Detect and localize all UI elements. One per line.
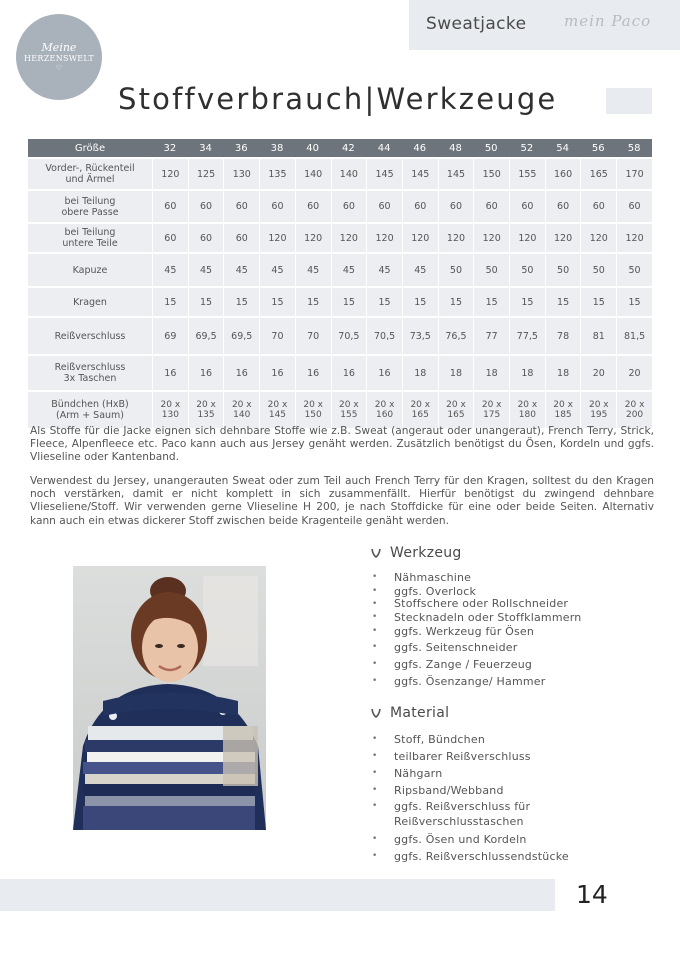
fabric-usage-table: [28, 137, 652, 430]
table-header-cell: 44: [366, 139, 402, 157]
table-header-cell: 42: [331, 139, 367, 157]
table-cell: 60: [438, 191, 474, 222]
cell-line: 20 x: [196, 400, 216, 410]
table-cell: 16: [152, 356, 188, 390]
cell-line: 150: [304, 410, 322, 420]
table-cell: 120: [509, 224, 545, 252]
row-label-line: obere Passe: [61, 206, 119, 218]
table-cell: 130: [223, 159, 259, 189]
cell-line: 20 x: [267, 400, 288, 410]
table-cell: 69: [152, 318, 188, 354]
table-cell: 16: [366, 356, 402, 390]
table-cell: 16: [259, 356, 295, 390]
table-header-cell: 34: [188, 139, 224, 157]
table-cell: 50: [509, 254, 545, 286]
table-cell: 120: [366, 224, 402, 252]
list-item: • Nähmaschine: [372, 569, 581, 586]
cell-line: 165: [447, 410, 465, 420]
table-cell: [509, 392, 545, 428]
row-label: [28, 288, 152, 316]
table-cell: 60: [223, 191, 259, 222]
page-heading: Stoffverbrauch|Werkzeuge: [118, 82, 558, 116]
table-cell: 120: [152, 159, 188, 189]
page-number: 14: [576, 880, 608, 909]
table-cell: 60: [366, 191, 402, 222]
cell-line: 20 x: [160, 400, 181, 410]
table-cell: 135: [259, 159, 295, 189]
footer-band: [0, 879, 555, 911]
list-item: • ggfs. Overlock: [372, 586, 581, 597]
cell-line: 20 x: [624, 400, 645, 410]
table-cell: 120: [259, 224, 295, 252]
table-cell: 70: [259, 318, 295, 354]
table-header-cell: 38: [259, 139, 295, 157]
table-cell: [152, 392, 188, 428]
list-item: • ggfs. Reißverschlussendstücke: [372, 848, 572, 865]
cell-line: 20 x: [588, 400, 609, 410]
table-cell: 60: [152, 191, 188, 222]
table-cell: 70,5: [331, 318, 367, 354]
table-cell: 18: [402, 356, 438, 390]
table-cell: 145: [366, 159, 402, 189]
table-body: [28, 159, 652, 428]
table-cell: [295, 392, 331, 428]
table-row: [28, 356, 652, 390]
cell-line: 20 x: [481, 400, 502, 410]
table-header-row: [28, 139, 652, 157]
table-cell: [188, 392, 224, 428]
table-cell: 60: [223, 224, 259, 252]
table-cell: 15: [295, 288, 331, 316]
table-cell: 15: [259, 288, 295, 316]
table-cell: 81,5: [616, 318, 652, 354]
table-cell: 50: [616, 254, 652, 286]
table-cell: 16: [331, 356, 367, 390]
table-cell: 16: [295, 356, 331, 390]
brand-logo: [16, 14, 102, 100]
heading-accent-bar: [606, 88, 652, 114]
table-cell: 18: [438, 356, 474, 390]
table-cell: 60: [616, 191, 652, 222]
table-cell: 120: [616, 224, 652, 252]
row-label: [28, 318, 152, 354]
table-header-cell: 40: [295, 139, 331, 157]
cell-line: 165: [411, 410, 429, 420]
cell-line: 130: [161, 410, 179, 420]
table-cell: 16: [223, 356, 259, 390]
document-title: Sweatjacke: [426, 14, 527, 34]
table-cell: 15: [152, 288, 188, 316]
table-cell: 170: [616, 159, 652, 189]
header-band: [409, 0, 680, 50]
row-label: [28, 224, 152, 252]
cell-line: 160: [375, 410, 394, 420]
logo-caps-text: HERZENSWELT: [23, 54, 95, 63]
table-cell: 165: [580, 159, 616, 189]
table-cell: 50: [580, 254, 616, 286]
table-cell: 150: [473, 159, 509, 189]
row-label: [28, 392, 152, 428]
table-header-cell: 32: [152, 139, 188, 157]
table-cell: 120: [473, 224, 509, 252]
cell-line: 20 x: [553, 400, 573, 410]
table-cell: 145: [402, 159, 438, 189]
cell-line: 185: [554, 410, 572, 420]
table-header-cell: 48: [438, 139, 474, 157]
fabric-info-paragraph: Als Stoffe für die Jacke eignen sich dehnbare Stoffe wie z.B. Sweat (angeraut oder unangeraut), French Terry, Strick, Fleece, Alpenfleece etc. Paco kann auch aus Jersey genäht werden. Zusätzlich benötigst du Ösen, Kordeln und ggfs. Vlieseline oder Kantenband.: [30, 425, 654, 464]
row-label: [28, 159, 152, 189]
table-cell: 15: [438, 288, 474, 316]
row-label-line: (Arm + Saum): [55, 410, 125, 421]
cell-line: 20 x: [231, 400, 252, 410]
table-cell: 60: [188, 224, 224, 252]
row-label-line: Vorder-, Rückenteil: [45, 163, 135, 174]
table-cell: 76,5: [438, 318, 474, 354]
row-label-line: 3x Taschen: [63, 373, 117, 384]
table-cell: 77,5: [509, 318, 545, 354]
table-cell: 45: [295, 254, 331, 286]
row-label: [28, 356, 152, 390]
table-row: [28, 288, 652, 316]
tools-heading: [370, 545, 462, 561]
table-cell: 70: [295, 318, 331, 354]
table-cell: 20: [616, 356, 652, 390]
table-cell: 45: [188, 254, 224, 286]
material-heading: [370, 705, 449, 721]
table-cell: 18: [509, 356, 545, 390]
table-cell: 15: [366, 288, 402, 316]
table-cell: 18: [545, 356, 581, 390]
table-cell: 120: [545, 224, 581, 252]
row-label-line: Kragen: [73, 296, 107, 308]
cell-line: 20 x: [410, 400, 431, 410]
table-cell: 140: [295, 159, 331, 189]
table-cell: 15: [223, 288, 259, 316]
table-cell: 60: [331, 191, 367, 222]
table-cell: 15: [402, 288, 438, 316]
table-header-cell: 54: [545, 139, 581, 157]
list-item: • Stoffschere oder Rollschneider: [372, 597, 581, 611]
cell-line: 175: [483, 410, 501, 420]
table-cell: 20: [580, 356, 616, 390]
cell-line: 195: [590, 410, 608, 420]
material-list: [372, 731, 572, 865]
table-cell: 15: [545, 288, 581, 316]
cell-line: 200: [625, 410, 644, 420]
table-cell: 45: [259, 254, 295, 286]
row-label: [28, 254, 152, 286]
material-title: Material: [390, 705, 450, 721]
table-row: [28, 318, 652, 354]
table-cell: 15: [509, 288, 545, 316]
row-label-line: bei Teilung: [64, 195, 116, 207]
table-cell: 15: [188, 288, 224, 316]
table-cell: 120: [402, 224, 438, 252]
table-cell: [331, 392, 367, 428]
cell-line: 140: [233, 410, 251, 420]
table-cell: [616, 392, 652, 428]
table-cell: 15: [473, 288, 509, 316]
list-item: • ggfs. Werkzeug für Ösen: [372, 624, 581, 639]
list-item: • ggfs. Zange / Feuerzeug: [372, 656, 581, 673]
table-cell: [366, 392, 402, 428]
table-cell: [223, 392, 259, 428]
list-item: • Stecknadeln oder Stoffklammern: [372, 611, 581, 624]
table-header-cell: 58: [616, 139, 652, 157]
table-cell: 120: [295, 224, 331, 252]
table-header-cell: 46: [402, 139, 438, 157]
table-cell: 120: [580, 224, 616, 252]
cell-line: 155: [340, 410, 358, 420]
cell-line: 20 x: [446, 400, 466, 410]
table-cell: 145: [438, 159, 474, 189]
row-label-line: Reißverschluss: [54, 362, 126, 373]
table-cell: 69,5: [223, 318, 259, 354]
table-row: [28, 224, 652, 252]
list-item: • teilbarer Reißverschluss: [372, 748, 572, 765]
author-photo: [73, 566, 266, 830]
table-cell: 15: [331, 288, 367, 316]
table-cell: 60: [473, 191, 509, 222]
table-cell: 45: [402, 254, 438, 286]
table-cell: 60: [295, 191, 331, 222]
table-cell: 73,5: [402, 318, 438, 354]
table-cell: 155: [509, 159, 545, 189]
row-label-line: Kapuze: [72, 264, 108, 276]
row-label-line: bei Teilung: [64, 227, 116, 238]
row-label-line: und Ärmel: [65, 174, 115, 185]
table-cell: [580, 392, 616, 428]
list-item: • Ripsband/Webband: [372, 782, 572, 799]
table-cell: 16: [188, 356, 224, 390]
table-cell: 69,5: [188, 318, 224, 354]
table-cell: 60: [152, 224, 188, 252]
table-header-cell: 52: [509, 139, 545, 157]
table-cell: 77: [473, 318, 509, 354]
list-item: • Nähgarn: [372, 765, 572, 782]
cell-line: 135: [197, 410, 215, 420]
table-header-cell: 36: [223, 139, 259, 157]
table-cell: 70,5: [366, 318, 402, 354]
table-cell: 160: [545, 159, 581, 189]
table-row: [28, 392, 652, 428]
table-cell: [473, 392, 509, 428]
logo-script-text: Meine: [41, 41, 77, 54]
cell-line: 20 x: [374, 400, 395, 410]
table-cell: [438, 392, 474, 428]
list-item: • ggfs. Ösenzange/ Hammer: [372, 673, 581, 690]
table-header-size-label: Größe: [28, 139, 152, 157]
cell-line: 20 x: [303, 400, 323, 410]
logo-heart-icon: ♡: [55, 64, 63, 72]
cell-line: 20 x: [517, 400, 538, 410]
table-cell: 18: [473, 356, 509, 390]
table-cell: 45: [152, 254, 188, 286]
table-cell: 78: [545, 318, 581, 354]
cell-line: 180: [518, 410, 536, 420]
table-cell: [545, 392, 581, 428]
sewing-needle-icon: [370, 547, 382, 559]
sewing-needle-icon: [370, 707, 382, 719]
table-row: [28, 159, 652, 189]
table-cell: 15: [580, 288, 616, 316]
collar-info-paragraph: Verwendest du Jersey, unangerauten Sweat oder zum Teil auch French Terry für den Kragen, solltest du den Kragen noch verstärken, damit er nicht komplett in sich zusammenfällt. Hierfür benötigst du zwingend dehnbare Vlieseliene/Stoff. Wir verwenden gerne Vlieseline H 200, je nach Stoffdicke für eine oder beide Seiten. Alternativ kann auch ein etwas dickerer Stoff zwischen beide Kragenteile genäht werden.: [30, 475, 654, 527]
list-item: • ggfs. Ösen und Kordeln: [372, 831, 572, 848]
list-item: • ggfs. Seitenschneider: [372, 639, 581, 656]
cell-line: 145: [268, 410, 287, 420]
table-cell: 81: [580, 318, 616, 354]
brand-signature: mein Paco: [564, 12, 652, 30]
tools-title: Werkzeug: [390, 545, 462, 561]
table-header-cell: 50: [473, 139, 509, 157]
cell-line: 20 x: [339, 400, 359, 410]
table-cell: 125: [188, 159, 224, 189]
table-row: [28, 191, 652, 222]
table-cell: 60: [580, 191, 616, 222]
table-cell: 60: [545, 191, 581, 222]
table-cell: 60: [188, 191, 224, 222]
row-label-line: untere Teile: [62, 238, 118, 249]
table-cell: 50: [438, 254, 474, 286]
table-cell: 120: [438, 224, 474, 252]
list-item: • Stoff, Bündchen: [372, 731, 572, 748]
table-cell: 60: [402, 191, 438, 222]
list-item: • ggfs. Reißverschluss für Reißverschlusstaschen: [372, 799, 572, 831]
table-cell: [402, 392, 438, 428]
table-cell: [259, 392, 295, 428]
table-cell: 140: [331, 159, 367, 189]
table-row: [28, 254, 652, 286]
table-cell: 15: [616, 288, 652, 316]
table-cell: 50: [473, 254, 509, 286]
table-cell: 60: [259, 191, 295, 222]
row-label-line: Bündchen (HxB): [51, 399, 129, 410]
table-cell: 45: [366, 254, 402, 286]
row-label-line: Reißverschluss: [54, 330, 126, 342]
tools-list: [372, 569, 581, 690]
table-cell: 45: [223, 254, 259, 286]
table-cell: 45: [331, 254, 367, 286]
table-header-cell: 56: [580, 139, 616, 157]
table-cell: 120: [331, 224, 367, 252]
row-label: [28, 191, 152, 222]
table-cell: 60: [509, 191, 545, 222]
table-cell: 50: [545, 254, 581, 286]
